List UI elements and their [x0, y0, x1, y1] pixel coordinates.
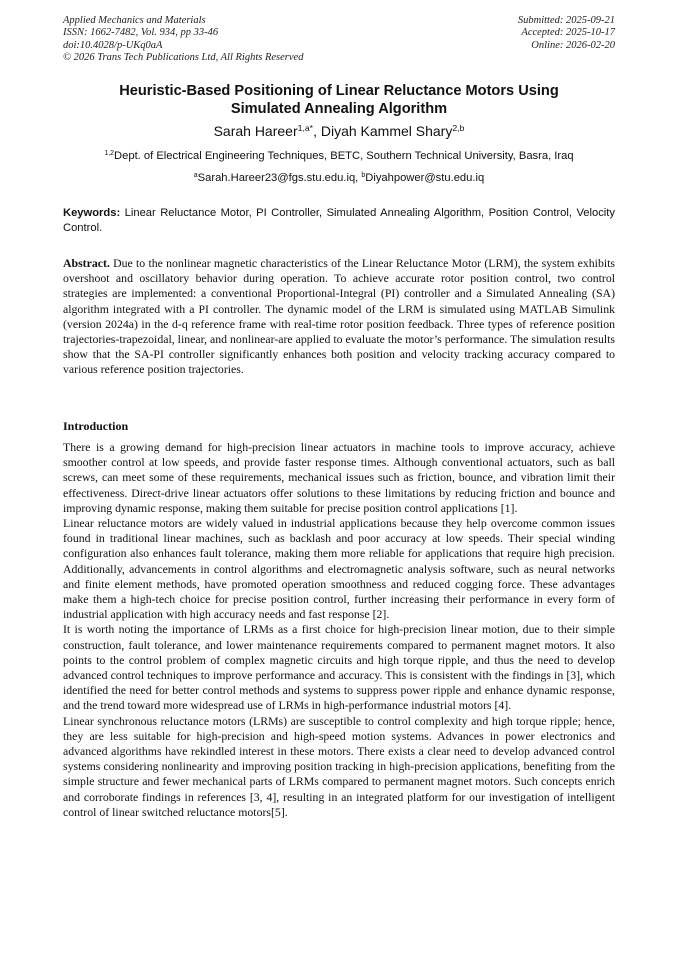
email-address: Diyahpower@stu.edu.iq	[365, 172, 485, 184]
journal-header	[63, 15, 303, 65]
affiliation-text: Dept. of Electrical Engineering Techniques, BETC, Southern Technical University, Basra, Iraq	[114, 150, 574, 162]
author-list	[63, 123, 615, 140]
body-paragraph: Linear synchronous reluctance motors (LRMs) are susceptible to control complexity and high torque ripple; hence, they are less suitable for high-precision and high-speed motion systems. Advances in power electronics and advanced algorithms have rekindled interest in these motors. There exists a clear need to develop advanced control systems considering nonlinearity and improving position tracking in high-precision applications, benefiting from the simple structure and fewer mechanical parts of LRMs compared to permanent magnet motors. Such concepts enrich and corroborate findings in references [3, 4], resulting in an integrated platform for our investigation of intelligent control of linear switched reluctance motors[5].	[63, 713, 615, 819]
abstract-text: Due to the nonlinear magnetic characteristics of the Linear Reluctance Motor (LRM), the system exhibits overshoot and oscillatory behavior during operation. To achieve accurate rotor position control, two control strategies are implemented: a conventional Proportional-Integral (PI) controller and a Simulated Annealing (SA) algorithm integrated with a PI controller. The dynamic model of the LRM is simulated using MATLAB Simulink (version 2024a) in the d-q reference frame with real-time rotor position feedback. Three types of reference position trajectories-trapezoidal, linear, and nonlinear-are applied to evaluate the motor’s performance. The simulation results show that the SA-PI controller significantly enhances both position and velocity tracking accuracy compared to various reference position trajectories.	[63, 256, 615, 377]
journal-issn: ISSN: 1662-7482, Vol. 934, pp 33-46	[63, 27, 219, 39]
author-emails	[63, 171, 615, 185]
paper-title-line-2: Simulated Annealing Algorithm	[230, 101, 448, 117]
paper-title	[63, 82, 615, 118]
abstract-label: Abstract.	[63, 256, 110, 270]
author-name: Diyah Kammel Shary	[320, 123, 453, 139]
abstract	[63, 256, 615, 378]
keywords-label: Keywords:	[63, 207, 121, 219]
email-address: Sarah.Hareer23@fgs.stu.edu.iq,	[197, 172, 362, 184]
author-name: Sarah Hareer	[213, 123, 298, 139]
accepted-date: Accepted: 2025-10-17	[521, 27, 615, 39]
dates-header	[518, 15, 615, 52]
affiliation-superscript: 1,2	[104, 150, 115, 158]
paper-title-line-1: Heuristic-Based Positioning of Linear Reluctance Motors Using	[119, 83, 559, 99]
online-date: Online: 2026-02-20	[531, 39, 615, 51]
affiliation	[63, 149, 615, 163]
copyright-notice: © 2026 Trans Tech Publications Ltd, All Rights Reserved	[63, 52, 304, 64]
section-heading: Introduction	[63, 419, 129, 433]
email-superscript: b	[361, 172, 366, 180]
author-superscript: 2,b	[452, 123, 465, 134]
keywords	[63, 206, 615, 236]
body-paragraph: There is a growing demand for high-precision linear actuators in machine tools to improve accuracy, achieve smoother control at low speeds, and provide faster response times. Although conventional actuators, such as ball screws, can meet some of these requirements, mechanical issues such as friction, bounce, and vibration limit their effectiveness. Direct-drive linear actuators offer solutions to these limitations by reducing friction and bounce and improving dynamic response, making them suitable for precise position control applications [1].	[63, 440, 615, 515]
author-separator: ,	[313, 123, 321, 139]
body-paragraph: Linear reluctance motors are widely valued in industrial applications because they help overcome common issues found in traditional linear machines, such as backlash and poor accuracy at low speeds. Their special winding configuration also enhances fault tolerance, making them more reliable for applications that require high precision. Additionally, advancements in control algorithms and electromagnetic analysis software, such as neural networks and finite element methods, have promoted operation smoothness and reduced cogging force. These advantages make them a high-tech choice for precise position control, further increasing their performance in every form of industrial application with high accuracy needs and fast response [2].	[63, 516, 615, 622]
body-paragraph: It is worth noting the importance of LRMs as a first choice for high-precision linear motion, due to their simple construction, fault tolerance, and lower maintenance requirements compared to permanent magnet motors. It also points to the control problem of complex magnetic circuits and high torque ripple, and thus the need to develop advanced control techniques to improve performance and accuracy. This is consistent with the findings in [3], which identified the need for better control methods and systems to suppress power ripple and enhance dynamic response, and the trend toward more widespread use of LRMs in high-performance industrial motors [4].	[63, 622, 615, 713]
introduction-body	[63, 440, 615, 820]
journal-doi: doi:10.4028/p-UKq0aA	[63, 39, 163, 51]
author-superscript: 1,a*	[297, 123, 314, 134]
keywords-text: Linear Reluctance Motor, PI Controller, Simulated Annealing Algorithm, Position Control, Velocity Control.	[63, 207, 615, 234]
email-superscript: a	[193, 172, 198, 180]
submitted-date: Submitted: 2025-09-21	[517, 15, 615, 26]
journal-name: Applied Mechanics and Materials	[63, 15, 206, 26]
